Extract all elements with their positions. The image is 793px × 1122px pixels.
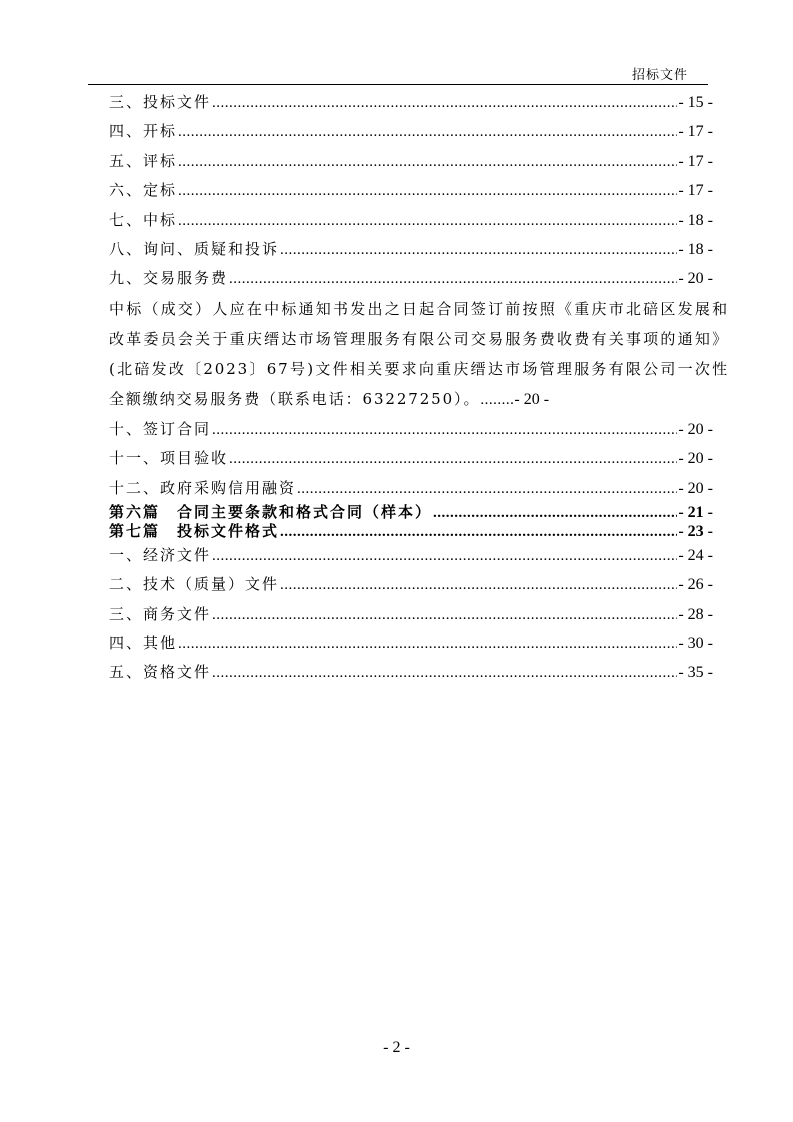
toc-leader-dots: [212, 659, 677, 688]
toc-entry-page: - 17 -: [678, 152, 713, 170]
toc-leader-dots: [280, 523, 677, 542]
toc-entry-label: 十、签订合同: [109, 419, 212, 438]
toc-leader-dots: [178, 177, 677, 206]
toc-entry-page: - 23 -: [678, 522, 713, 540]
toc-entry-label: 三、投标文件: [109, 93, 212, 111]
toc-entry-page: - 24 -: [678, 546, 713, 564]
toc-entry-label: 十二、政府采购信用融资: [109, 478, 297, 497]
toc-entry-page: - 26 -: [678, 576, 713, 594]
toc-leader-dots: [212, 89, 677, 118]
toc-entry-page: - 30 -: [678, 635, 713, 653]
toc-entry-page: - 20 -: [678, 420, 713, 438]
toc-entry-page: - 20 -: [678, 450, 713, 468]
toc-entry-label: 七、中标: [109, 210, 178, 229]
toc-leader-dots: [178, 118, 677, 147]
toc-entry-page: - 17 -: [678, 182, 713, 200]
toc-leader-dots: [212, 601, 677, 630]
toc-entry-label: 五、评标: [109, 151, 178, 170]
toc-entry[interactable]: [109, 474, 713, 503]
toc-entry-page: - 15 -: [678, 94, 713, 111]
toc-entry-label: 十一、项目验收: [109, 449, 229, 468]
toc-entry-label: 第七篇 投标文件格式: [109, 521, 280, 540]
toc-entry-label: 四、其他: [109, 634, 178, 653]
toc-entry[interactable]: [109, 570, 713, 599]
footer-page-number: - 2 -: [383, 1039, 410, 1056]
toc-leader-dots: [178, 630, 677, 659]
toc-entry[interactable]: [109, 264, 713, 293]
table-of-contents: [109, 88, 729, 688]
toc-paragraph-text: 中标（成交）人应在中标通知书发出之日起合同签订前按照《重庆市北碚区发展和改革委员会关于重庆缙达市场管理服务有限公司交易服务费收费有关事项的通知》(北碚发改〔2023〕67号)文件相关要求向重庆缙达市场管理服务有限公司一次性全额缴纳交易服务费（联系电话：63227250）。: [109, 299, 729, 408]
toc-entry[interactable]: [109, 147, 713, 176]
toc-leader-dots: [212, 416, 677, 445]
toc-entry[interactable]: [109, 176, 713, 205]
toc-entry-page: - 18 -: [678, 211, 713, 229]
toc-entry-page: - 18 -: [678, 240, 713, 258]
toc-leader-dots: [280, 571, 677, 600]
toc-entry[interactable]: [109, 88, 713, 117]
toc-entry[interactable]: [109, 629, 713, 658]
toc-entry[interactable]: [109, 235, 713, 264]
toc-entry[interactable]: [109, 206, 713, 235]
toc-entry[interactable]: [109, 444, 713, 473]
toc-entry-page: - 35 -: [678, 664, 713, 682]
toc-entry-label: 六、定标: [109, 181, 178, 200]
toc-leader-dots: [280, 236, 677, 265]
toc-entry-label: 第六篇 合同主要条款和格式合同（样本）: [109, 502, 433, 521]
toc-entry-label: 九、交易服务费: [109, 269, 229, 288]
header-title: 招标文件: [631, 68, 688, 83]
header-rule: [88, 84, 708, 85]
toc-entry-label: 一、经济文件: [109, 545, 212, 564]
toc-entry-label: 四、开标: [109, 122, 178, 141]
toc-leader-dots: [178, 207, 677, 236]
toc-paragraph-entry[interactable]: [109, 294, 729, 415]
toc-entry-page: - 20 -: [678, 479, 713, 497]
toc-leader-dots: [229, 265, 677, 294]
toc-entry[interactable]: [109, 658, 713, 687]
toc-leader-dots: [178, 148, 677, 177]
toc-leader-dots: [297, 475, 677, 504]
toc-entry[interactable]: [109, 415, 713, 444]
toc-entry-label: 二、技术（质量）文件: [109, 575, 280, 594]
toc-entry[interactable]: [109, 117, 713, 146]
toc-entry-page: - 21 -: [678, 503, 713, 521]
toc-leader-dots: [433, 504, 677, 523]
toc-entry-page: - 17 -: [678, 123, 713, 141]
toc-entry[interactable]: [109, 600, 713, 629]
toc-entry-label: 八、询问、质疑和投诉: [109, 239, 280, 258]
toc-entry[interactable]: [109, 541, 713, 570]
toc-leader-dots: ........: [480, 391, 515, 408]
toc-part-entry[interactable]: [109, 503, 713, 522]
toc-entry-page: - 28 -: [678, 605, 713, 623]
toc-leader-dots: [212, 542, 677, 571]
toc-leader-dots: [229, 445, 677, 474]
toc-entry-label: 五、资格文件: [109, 663, 212, 682]
toc-entry-page: - 20 -: [678, 270, 713, 288]
toc-entry-page: - 20 -: [514, 390, 550, 408]
toc-part-entry[interactable]: [109, 522, 713, 541]
toc-entry-label: 三、商务文件: [109, 604, 212, 623]
